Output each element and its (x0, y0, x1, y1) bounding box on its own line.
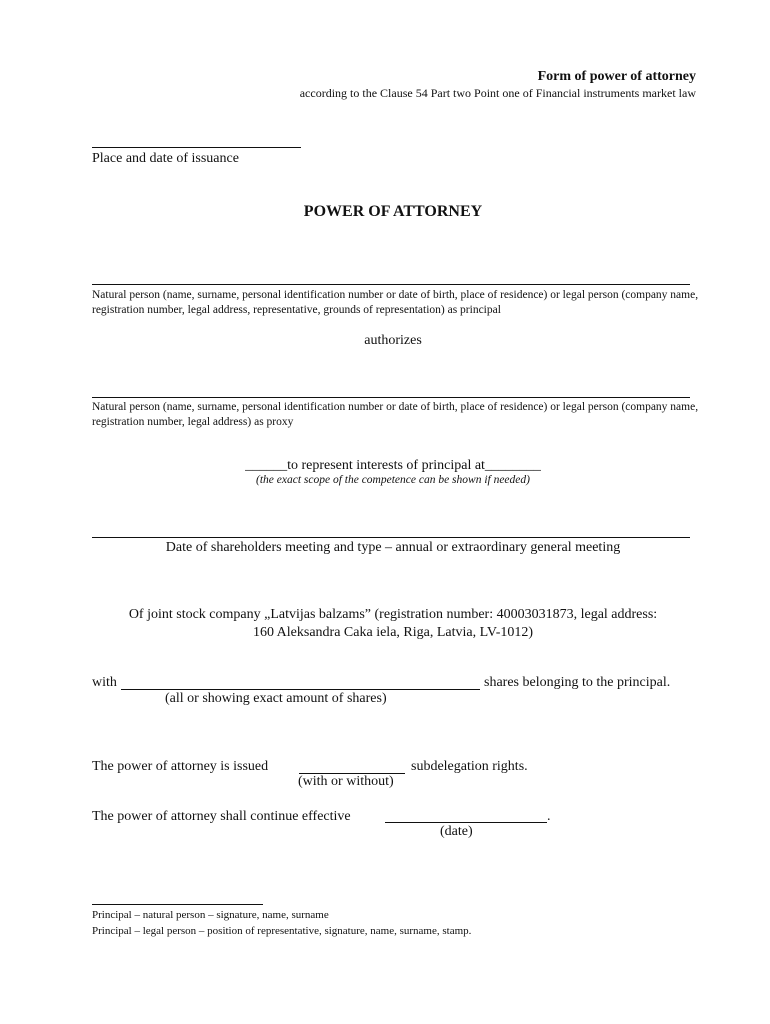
form-subtitle: according to the Clause 54 Part two Point one of Financial instruments market law (299, 86, 696, 100)
shares-field-line (121, 689, 480, 690)
meeting-label: Date of shareholders meeting and type – annual or extraordinary general meeting (165, 540, 621, 555)
effective-suffix: . (547, 809, 551, 824)
shares-note: (all or showing exact amount of shares) (165, 691, 387, 706)
effective-prefix: The power of attorney shall continue effective (92, 809, 351, 824)
place-date-label: Place and date of issuance (92, 151, 239, 166)
proxy-description: Natural person (name, surname, personal identification number or date of birth, place of residence) or legal person (company name, registration number, legal address) as proxy (92, 401, 699, 428)
shares-suffix: shares belonging to the principal. (484, 675, 671, 690)
effective-date-field-line (385, 822, 547, 823)
subdelegation-note: (with or without) (298, 774, 394, 789)
principal-description: Natural person (name, surname, personal identification number or date of birth, place of residence) or legal person (company name, registration number, legal address, representative, grounds of representation) as principal (92, 289, 699, 316)
represent-interests-text: ______to represent interests of principal at________ (245, 458, 541, 473)
subdelegation-suffix: subdelegation rights. (411, 759, 528, 774)
document-title: POWER OF ATTORNEY (303, 203, 483, 220)
signature-field-line (92, 904, 263, 905)
subdelegation-prefix: The power of attorney is issued (92, 759, 269, 774)
company-text-line-1: Of joint stock company „Latvijas balzams” (registration number: 40003031873, legal address: (128, 607, 658, 622)
proxy-field-line (92, 397, 690, 398)
scope-note: (the exact scope of the competence can be shown if needed) (256, 474, 530, 486)
shares-prefix: with (92, 675, 117, 690)
form-title: Form of power of attorney (537, 69, 696, 84)
principal-field-line (92, 284, 690, 285)
authorizes-text: authorizes (364, 333, 422, 348)
signature-note-legal: Principal – legal person – position of representative, signature, name, surname, stamp. (92, 925, 472, 937)
effective-note: (date) (440, 824, 473, 839)
meeting-field-line (92, 537, 690, 538)
signature-note-natural: Principal – natural person – signature, name, surname (92, 909, 329, 921)
place-date-field-line (92, 147, 301, 148)
company-text-line-2: 160 Aleksandra Caka iela, Riga, Latvia, LV-1012) (252, 625, 534, 640)
